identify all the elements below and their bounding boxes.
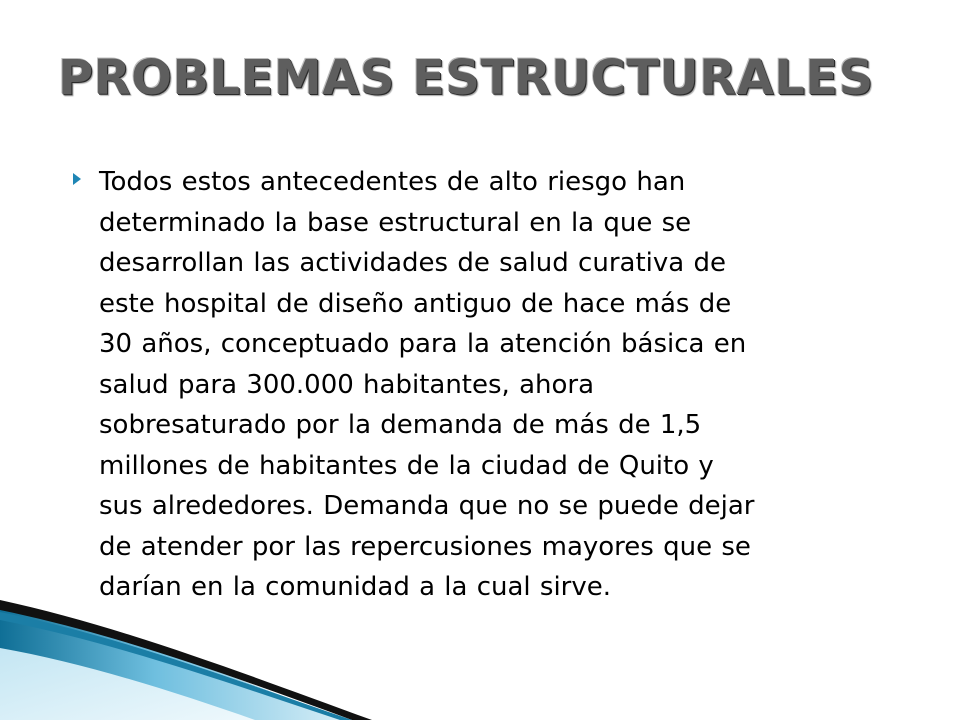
slide-title: PROBLEMAS ESTRUCTURALES xyxy=(58,50,874,106)
bullet-text: Todos estos antecedentes de alto riesgo han determinado la base estructural en la que se desarrollan las actividades de salud curativa de este hospital de diseño antiguo de hace más de 30 años, conceptuado para la atención básica en salud para 300.000 habitantes, ahora sobresaturado por la demanda de más de 1,5 millones de habitantes de la ciudad de Quito y sus alrededores. Demanda que no se puede dejar de atender por las repercusiones mayores que se darían en la comunidad a la cual sirve. xyxy=(99,167,755,602)
slide-body xyxy=(70,162,910,608)
decorative-swoosh xyxy=(0,590,400,720)
bullet-item xyxy=(70,162,910,608)
triangle-right-icon xyxy=(73,173,81,185)
